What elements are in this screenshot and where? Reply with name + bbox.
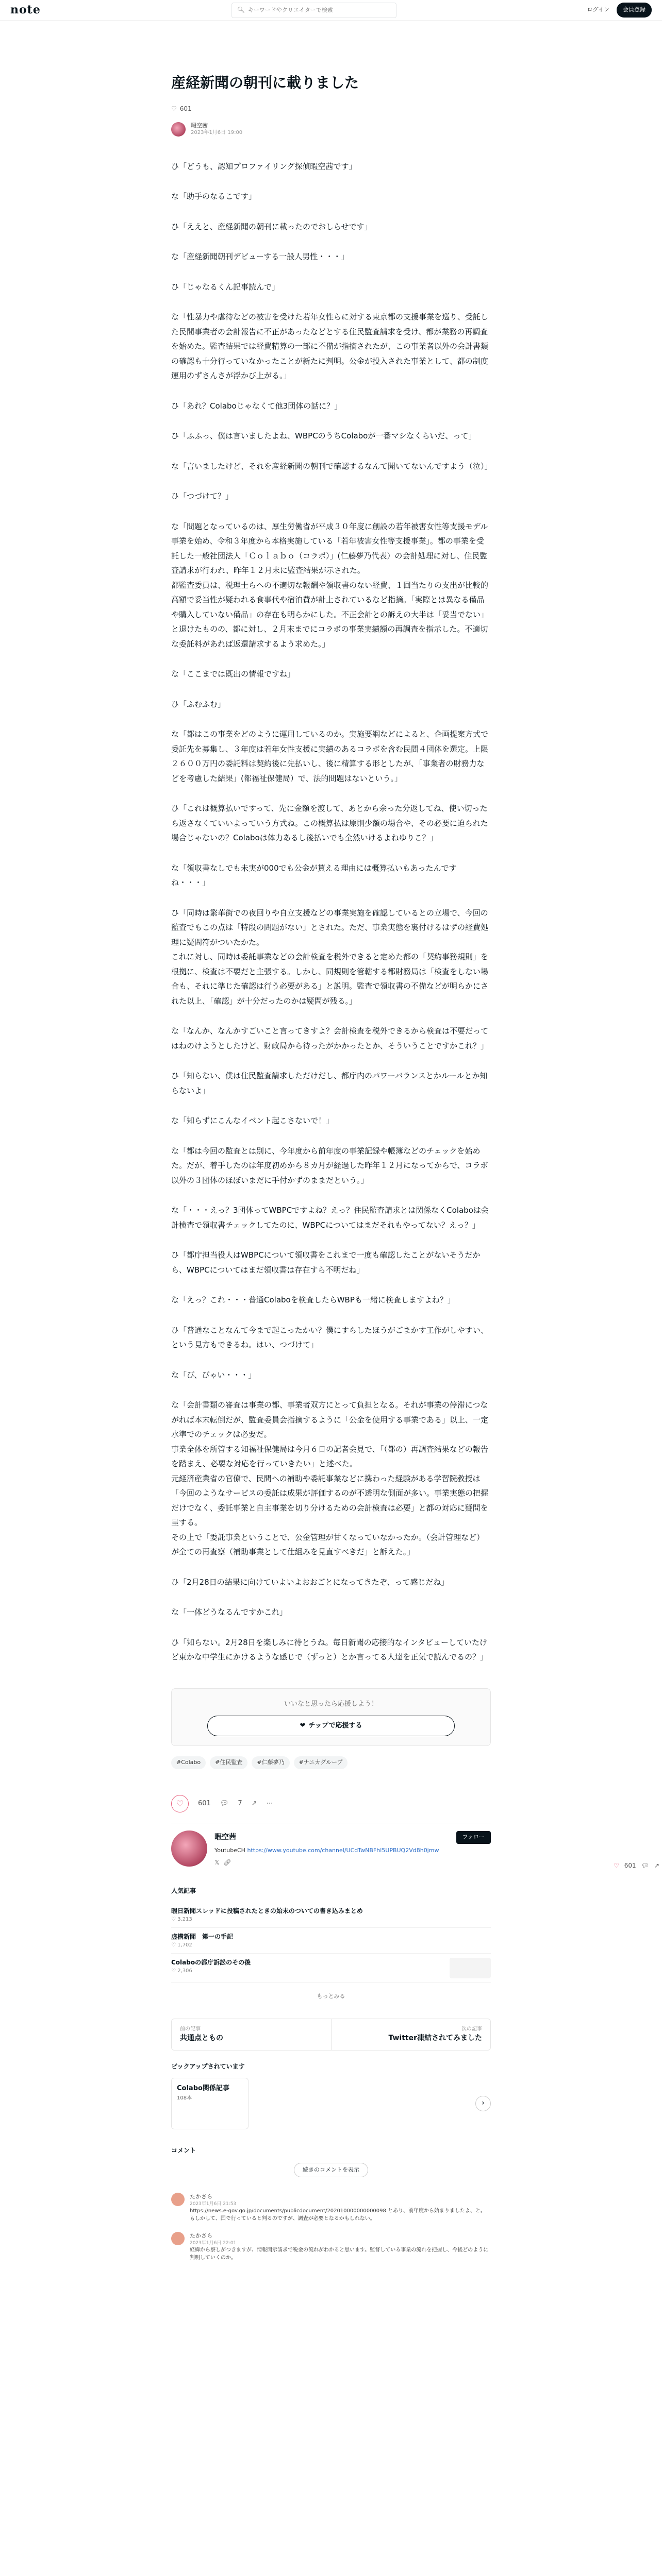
article-paragraph: ひ「普通なことなんて今まで起こったかい？僕にすらしたほうがごまかす工作がしやすい、という見方もできるね。はい、つづけて」 bbox=[171, 1325, 488, 1350]
comment-icon[interactable]: 💬︎ bbox=[220, 1800, 229, 1808]
article-paragraph: な「えっ？これ・・・普通Colaboを検査したらWBPも一緒に検査しますよね？」 bbox=[171, 1295, 455, 1305]
author-card-name[interactable]: 暇空茜 bbox=[214, 1833, 236, 1842]
popular-item-title: Colaboの都庁訴訟のその後 bbox=[171, 1959, 251, 1967]
article-title: 産経新聞の朝刊に載りました bbox=[171, 74, 359, 91]
author-youtube-link[interactable]: https://www.youtube.com/channel/UCdTwNBFhl5UPBUQ2Vd8h0jmw bbox=[247, 1846, 439, 1854]
more-link[interactable]: もっとみる bbox=[317, 1993, 345, 2000]
tag[interactable]: #住民監査 bbox=[210, 1756, 247, 1769]
comment-date: 2023年1月6日 22:01 bbox=[190, 2240, 237, 2246]
popular-item[interactable] bbox=[171, 1902, 491, 1928]
article-paragraph: な「都はこの事業をどのように運用しているのか。実施要綱などによると、企画提案方式で委託先を募集し、３年度は若年女性支援に実績のあるコラボを含む民間４団体を選定。上限２６００万円の委託料は契約後に先払いし、後に精算する形としたが、「事業者の財務力などを考慮した結果」(都福祉保健局）で、法的問題はないという。」 bbox=[171, 730, 489, 783]
popular-thumbnail[interactable] bbox=[450, 1958, 491, 1978]
article-actions bbox=[171, 1795, 491, 1812]
comment-avatar[interactable] bbox=[171, 2193, 185, 2206]
comment-item bbox=[171, 2232, 491, 2262]
article-nav bbox=[171, 2019, 491, 2050]
author-card bbox=[171, 1823, 491, 1874]
article-paragraph: ひ「2月28日の結果に向けていよいよおおごとになってきたぞ、って感じだね」 bbox=[171, 1577, 449, 1587]
article-paragraph: な「会計書類の審査は事業の都、事業者双方にとって負担となる。それが事業の停滞につながれば本末転倒だが、監査委員会指摘するように「公金を使用する事業である」以上、一定水準でのチェックは必要だ。 事業全体を所管する知福祉保健局は今月６日の記者会見で、「（都の）再調査結果などの報告を踏まえ、必要な対応を行っていきたい」と述べた。 元経済産業省の官僚で、民間への補助や委託事業などに携わった経験がある学習院教授は「今回のようなサービスの委託は成果が評価するのが不透明な側面が多い。事業実態の把握だけでなく、委託事業と自主事業を切り分けるための会計検査は必要」と都の対応に疑問を呈する。 その上で「委託事業ということで、公金管理が甘くなっていなかったか。（会計管理など）が全ての再査察（補助事業として仕組みを見直すべきだ」と訴えた。」 bbox=[171, 1400, 489, 1557]
more-icon[interactable]: ⋯ bbox=[266, 1800, 273, 1808]
article-paragraph: ひ「ふむふむ」 bbox=[171, 699, 226, 709]
header-actions bbox=[587, 3, 652, 18]
twitter-icon[interactable]: 𝕏 bbox=[214, 1859, 220, 1867]
site-logo[interactable]: note bbox=[10, 3, 41, 16]
popular-item-likes: ♡ 3,213 bbox=[171, 1917, 192, 1923]
site-header bbox=[0, 0, 662, 21]
article-paragraph: な「都は今回の監査とは別に、今年度から前年度の事業記録や帳簿などのチェックを始めた。だが、着手したのは年度初めから８カ月が経過した昨年１２月になってからで、コラボ以外の３団体のほぼいまだに手付かずのままだという。」 bbox=[171, 1146, 488, 1185]
comment-label: コメント bbox=[171, 2146, 196, 2154]
article-paragraph: な「・・・えっ？3団体ってWBPCですよね？えっ？住民監査請求とは関係なくColaboは会計検査で領収書チェックしてたのに、WBPCについてはまだそれもやってない？えっ？」 bbox=[171, 1206, 489, 1230]
login-link[interactable]: ログイン bbox=[587, 6, 609, 13]
article-like-count[interactable] bbox=[171, 103, 491, 115]
popular-item-title: 暇日新聞スレッドに投稿されたときの始末のついての書き込みまとめ bbox=[171, 1907, 363, 1915]
float-comment-icon[interactable]: 💬︎ bbox=[641, 1862, 649, 1869]
prev-title: 共通点ともの bbox=[180, 2033, 223, 2042]
float-like-count: 601 bbox=[624, 1862, 636, 1869]
article-paragraph: な「言いましたけど、それを産経新聞の朝刊で確認するなんて聞いてないんですよう（泣）」 bbox=[171, 461, 492, 471]
author-social-icons bbox=[214, 1857, 491, 1869]
article-paragraph: ひ「同時は繁華街での夜回りや自立支援などの事業実施を確認しているとの立場で、今回の監査でもこの点は「特段の問題がない」とされた。ただ、事業実態を裏付けるはずの経費処理に疑問符がついたかた。 これに対し、同時は委託事業などの会計検査を税外できると定めた都の「契約事務規則」を根拠に、検査は不要だと主張する。しかし、同規則を管轄する都財務局は「検査をしない場合も、それに準じた確認は行う必要がある」と説明。監査で領収書の不備などが明らかにされた以上、「確認」が十分だったのかは疑問が残る。」 bbox=[171, 908, 489, 1006]
article-paragraph: ひ「つづけて？」 bbox=[171, 492, 234, 501]
next-article[interactable] bbox=[331, 2019, 491, 2050]
comment-text: 経緯から察しがつきますが、情報開示請求で税金の流れがわかると思います。監督している事業の流れを把握し、今後どのように判明していくのか。 bbox=[190, 2247, 489, 2261]
tip-button-label: チップで応援する bbox=[308, 1722, 362, 1730]
article-paragraph: ひ「都庁担当役人はWBPCについて領収書をこれまで一度も確認したことがないそうだから、WBPCについてはまだ領収書は存在すら不明だね」 bbox=[171, 1250, 481, 1275]
float-heart-icon[interactable]: ♡ bbox=[614, 1862, 619, 1869]
pickup-row bbox=[171, 2078, 491, 2129]
popular-item[interactable] bbox=[171, 1954, 491, 1983]
article-paragraph: な「問題となっているのは、厚生労働省が平成３０年度に創設の若年被害女性等支援モデル事業を始め、令和３年度から本格実施している「若年被害女性等支援事業」。都の事業を受託した一般社団法人「Ｃｏｌａｂｏ（コラボ）」(仁藤夢乃代表）の会計処理に対し、住民監査請求が行われ、昨年１２月末に監査結果が示された。 都監査委員は、税理士らへの不適切な報酬や領収書のない経費、１回当たりの支出が比較的高額で妥当性が疑われる食事代や宿泊費が計上されているなど指摘。「実際とは異なる備品や購入していない備品」の存在も明らかにした。不正会計との訴えの大半は「妥当でない」と退けたものの、都に対し、２月末までにコラボの事業実績額の再調査を指示した。不適切な委託料があれば返還請求するよう求めた。」 bbox=[171, 521, 489, 649]
comment-count: 7 bbox=[238, 1800, 242, 1808]
like-button[interactable]: ♡ bbox=[171, 1795, 189, 1812]
article-paragraph: な「助手のなるこです」 bbox=[171, 192, 257, 201]
article-paragraph: ひ「これは概算払いですって、先に金額を渡して、あとから余った分返してね、使い切ったら返さなくていいよっていう方式ね。この概算払は原則少額の場合や、その必要に迫られた場合じゃないの？Colaboは体力あるし後払いでも全然いけるよねゆりこ？」 bbox=[171, 804, 488, 843]
article-paragraph: な「産経新聞朝刊デビューする一般人男性・・・」 bbox=[171, 252, 349, 262]
article-paragraph: な「知らずにこんなイベント起こさないで！」 bbox=[171, 1116, 334, 1126]
search-input[interactable] bbox=[248, 7, 391, 13]
article-paragraph: な「ぴ、ぴゃい・・・」 bbox=[171, 1370, 256, 1380]
support-box bbox=[171, 1688, 491, 1747]
support-text: いいなと思ったら応援しよう！ bbox=[284, 1700, 378, 1708]
tip-icon: ❤ bbox=[300, 1722, 306, 1730]
tip-button[interactable] bbox=[207, 1716, 455, 1736]
comment-avatar[interactable] bbox=[171, 2232, 185, 2245]
article bbox=[171, 21, 491, 2262]
follow-button[interactable]: フォロー bbox=[456, 1831, 491, 1844]
article-paragraph: ひ「知らない。2月28日を楽しみに待とうね。毎日新聞の応接的なインタビューしていたけど東かな中学生にかけるような感じで（ずっと）とか言ってる人達を正気で読んでるの？」 bbox=[171, 1637, 488, 1662]
comment-author[interactable]: たかさら bbox=[190, 2193, 212, 2200]
popular-label: 人気記事 bbox=[171, 1887, 196, 1895]
author-desc-text: YoutubeCH bbox=[214, 1846, 245, 1854]
article-paragraph: ひ「ふふっ、僕は言いましたよね、WBPCのうちColaboが一番マシなくらいだ、って」 bbox=[171, 431, 476, 441]
tag[interactable]: #ナニカグループ bbox=[294, 1756, 348, 1769]
like-count: 601 bbox=[198, 1800, 211, 1808]
share-icon[interactable]: ↗ bbox=[251, 1800, 257, 1808]
author-card-desc bbox=[214, 1846, 491, 1855]
article-paragraph: ひ「どうも、認知プロファイリング探偵暇空茜です」 bbox=[171, 161, 357, 171]
article-paragraph: な「領収書なしでも未実が000でも公金が貰える理由には概算払いもあったんですね・・・」 bbox=[171, 863, 457, 888]
signup-button[interactable]: 会員登録 bbox=[617, 3, 652, 18]
comment-text: https://news.e-gov.go.jp/documents/publicdocument/202010000000000098 とあり、前年度から始まりましたよ、と。もしかして、国で行っていると判るのですが、調査が必要となるかもしれない。 bbox=[190, 2208, 486, 2222]
comment-date: 2023年1月6日 21:53 bbox=[190, 2201, 237, 2207]
pickup-card-count: 108本 bbox=[177, 2095, 192, 2101]
next-title: Twitter凍結されてみました bbox=[388, 2033, 482, 2042]
article-paragraph: な「なんか、なんかすごいこと言ってきすよ？会計検査を税外できるから検査は不要だってはねのけようとしたけど、財政局から待ったがかかったとか、そういうことですかこれ？」 bbox=[171, 1026, 489, 1050]
article-body bbox=[171, 159, 491, 1665]
author-name[interactable]: 暇空茜 bbox=[191, 122, 208, 129]
author-card-avatar[interactable] bbox=[171, 1831, 207, 1867]
avatar[interactable] bbox=[171, 122, 186, 137]
article-paragraph: な「一体どうなるんですかこれ」 bbox=[171, 1607, 288, 1617]
floating-actions bbox=[614, 1860, 659, 1872]
article-paragraph: な「ここまでは既出の情報ですね」 bbox=[171, 669, 295, 679]
popular-item-likes: ♡ 1,702 bbox=[171, 1942, 192, 1948]
chevron-right-icon[interactable]: › bbox=[475, 2096, 491, 2111]
pickup-card[interactable] bbox=[171, 2078, 249, 2129]
popular-item-title: 虚構新聞 第一の手記 bbox=[171, 1933, 234, 1941]
article-paragraph: ひ「ええと、産経新聞の朝刊に載ったのでおしらせです」 bbox=[171, 222, 372, 231]
comment-author[interactable]: たかさら bbox=[190, 2232, 212, 2240]
popular-list bbox=[171, 1902, 491, 1983]
search-box[interactable] bbox=[231, 3, 396, 18]
popular-item-likes: ♡ 2,306 bbox=[171, 1968, 192, 1974]
tag-list bbox=[171, 1756, 491, 1769]
tag[interactable]: #Colabo bbox=[171, 1756, 206, 1769]
pickup-label: ピックアップされています bbox=[171, 2062, 245, 2070]
next-label: 次の記事 bbox=[461, 2026, 482, 2032]
publish-date: 2023年1月6日 19:00 bbox=[191, 130, 243, 136]
author-row bbox=[171, 122, 491, 137]
article-paragraph: ひ「あれ？Colaboじゃなくて他3団体の話に？」 bbox=[171, 401, 342, 411]
heart-icon: ♡ bbox=[171, 105, 177, 112]
float-share-icon[interactable]: ↗ bbox=[654, 1862, 659, 1869]
comment-item bbox=[171, 2193, 491, 2223]
show-comments-button[interactable]: 続きのコメントを表示 bbox=[294, 2163, 368, 2178]
prev-label: 前の記事 bbox=[180, 2026, 201, 2032]
tag[interactable]: #仁藤夢乃 bbox=[252, 1756, 289, 1769]
search-icon: 🔍︎ bbox=[237, 6, 245, 14]
pickup-card-title: Colabo関係記事 bbox=[177, 2084, 229, 2092]
prev-article[interactable] bbox=[172, 2019, 331, 2050]
popular-item[interactable] bbox=[171, 1928, 491, 1954]
article-paragraph: ひ「知らない、僕は住民監査請求しただけだし、都庁内のパワーバランスとかルールとか知らないよ」 bbox=[171, 1071, 488, 1095]
link-icon[interactable]: 🔗︎ bbox=[223, 1859, 231, 1867]
article-paragraph: な「性暴力や虐待などの被害を受けた若年女性らに対する東京都の支援事業を巡り、受託した民間事業者の会計報告に不正があったなどとする住民監査請求を受け、都が業務の再調査を始めた。監査結果では経費精算の一部に不備が指摘されたが、この事業者以外の会計書類の確認も十分行っていなかったことが新たに判明。公金が投入された事業として、都の制度運用のずさんさが浮かび上がる。」 bbox=[171, 312, 489, 381]
comment-list bbox=[171, 2193, 491, 2262]
article-paragraph: ひ「じゃなるくん記事読んで」 bbox=[171, 282, 280, 292]
like-count-text: 601 bbox=[179, 105, 192, 112]
